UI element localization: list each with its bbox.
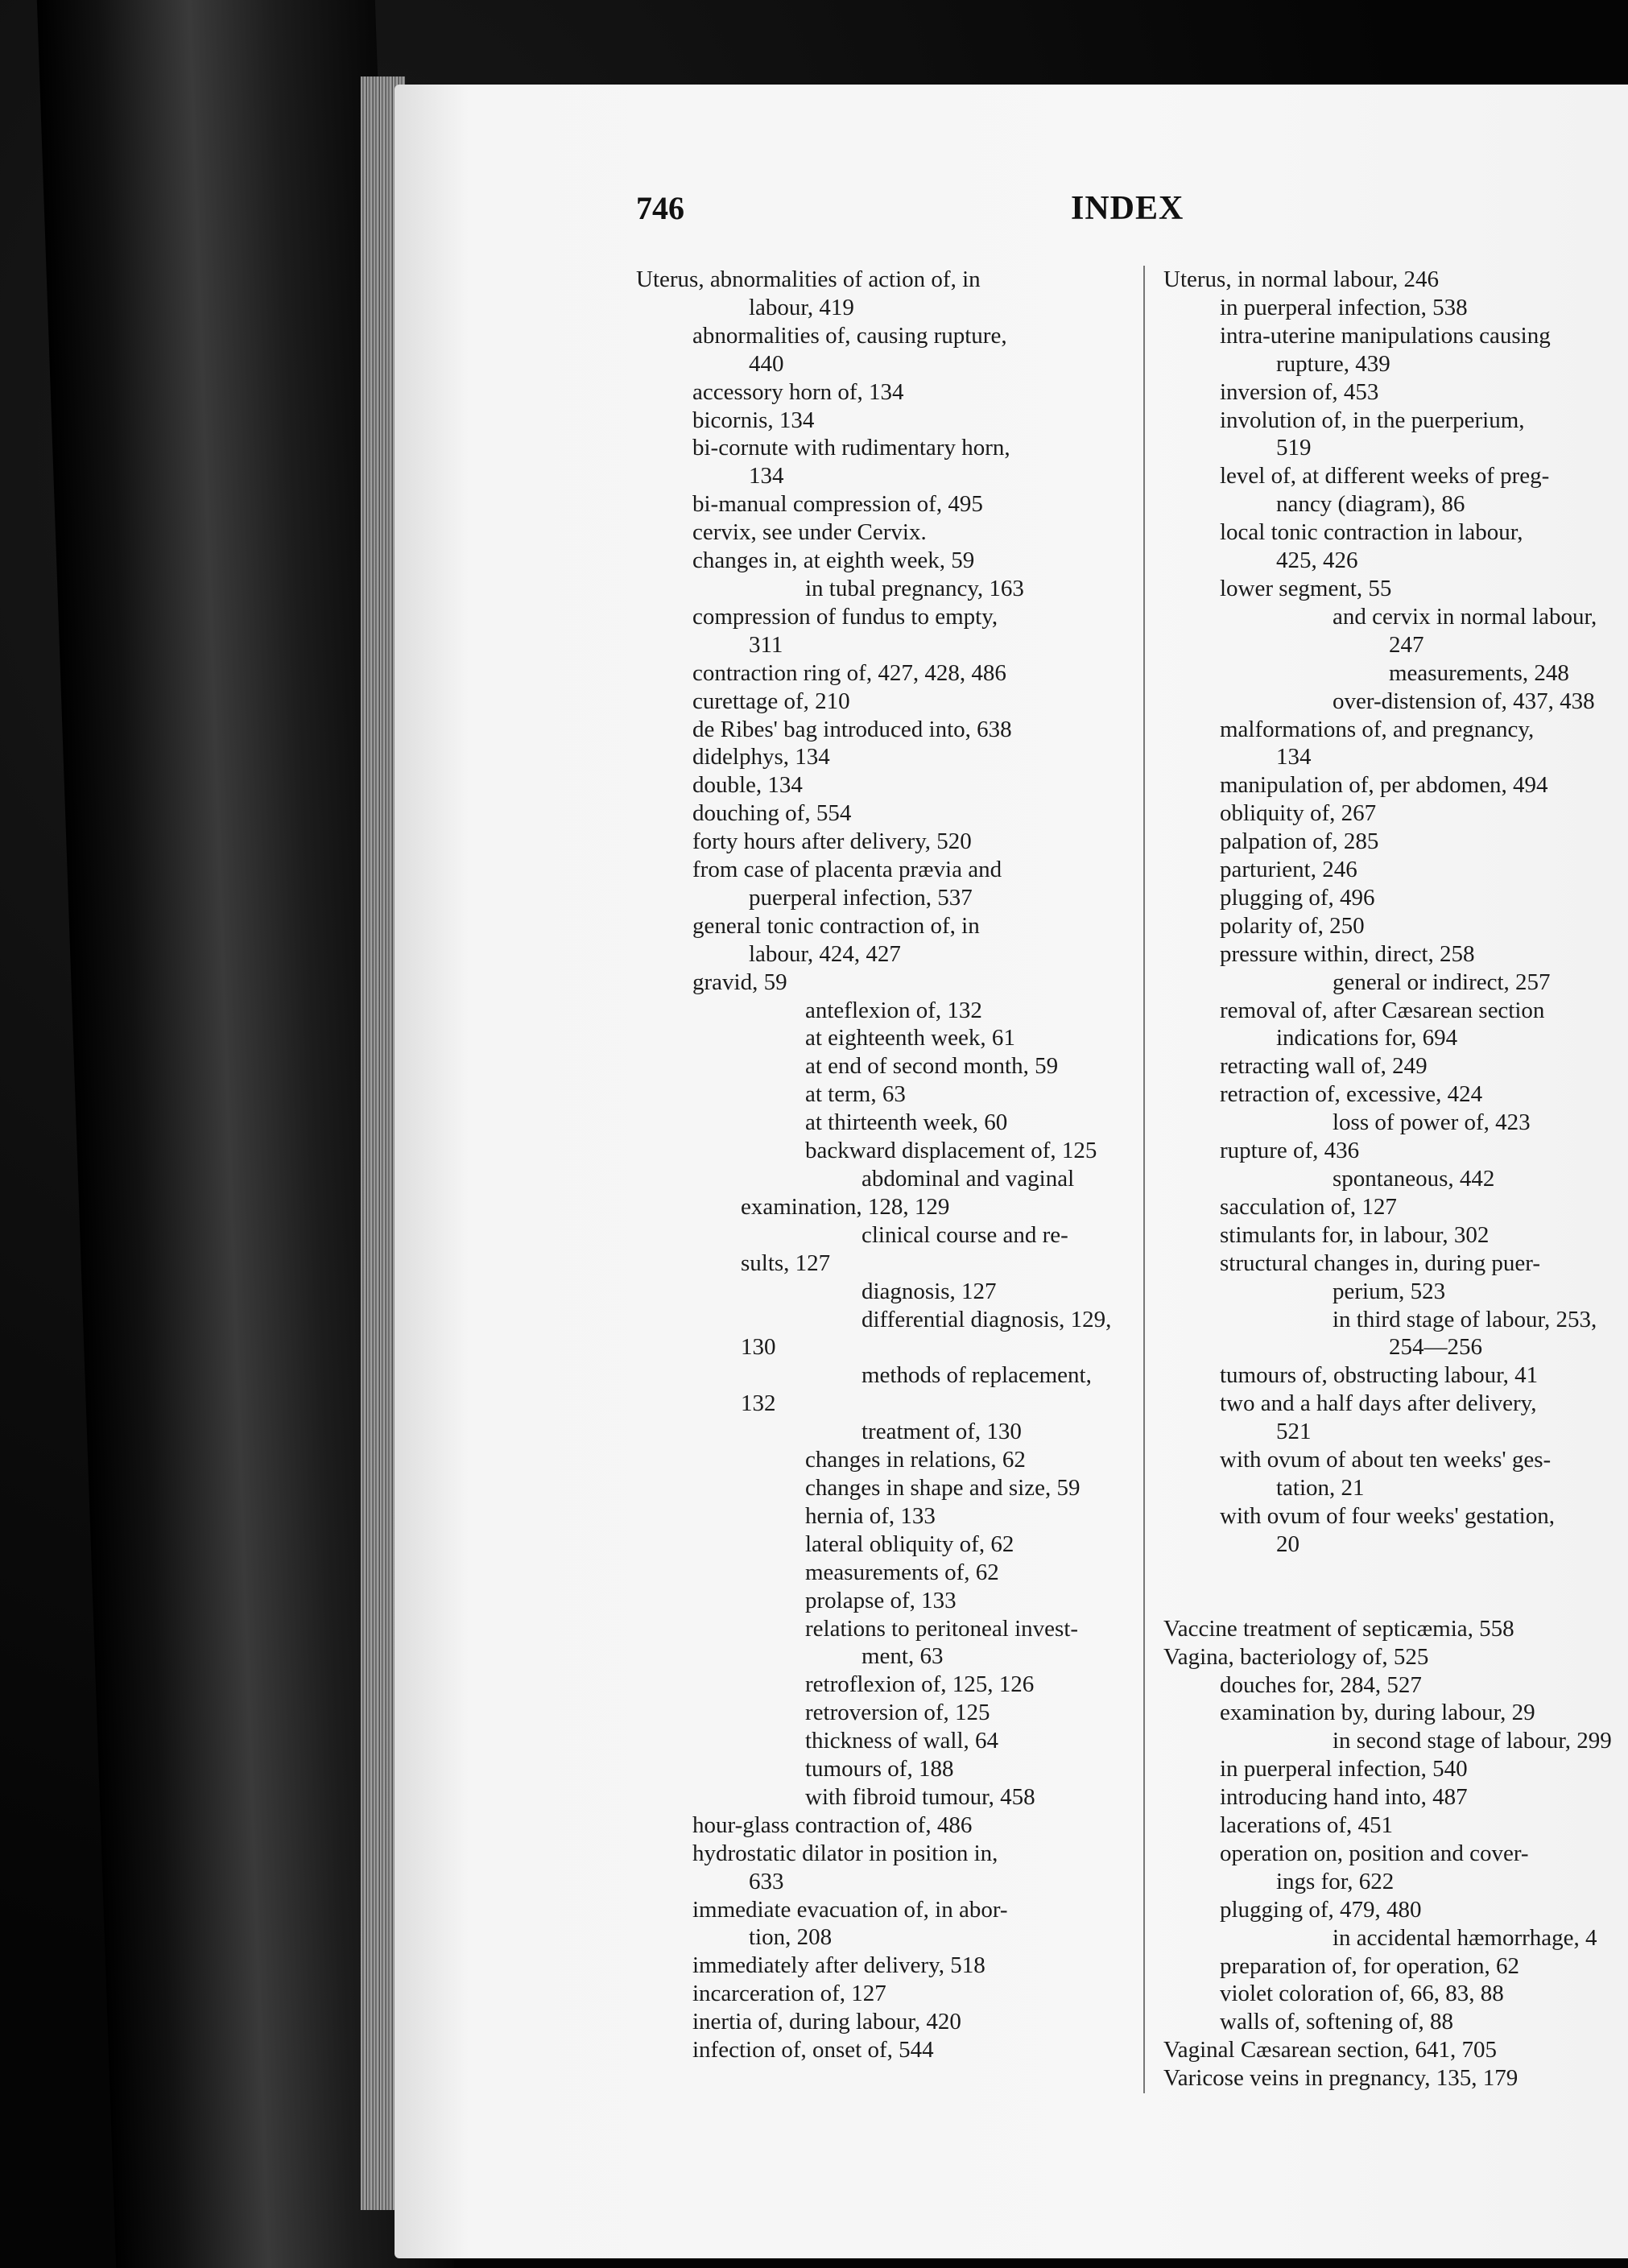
- index-entry: intra-uterine manipulations causing: [1220, 322, 1551, 349]
- index-entry: 521: [1276, 1419, 1312, 1445]
- index-entry: infection of, onset of, 544: [692, 2037, 934, 2064]
- index-entry: 311: [749, 631, 783, 658]
- index-entry: bi-manual compression of, 495: [692, 491, 983, 518]
- index-entry: sacculation of, 127: [1220, 1193, 1397, 1220]
- index-entry: palpation of, 285: [1220, 828, 1379, 855]
- index-entry: and cervix in normal labour,: [1333, 603, 1597, 630]
- index-entry: examination, 128, 129: [741, 1193, 950, 1220]
- index-entry: 130: [741, 1334, 776, 1361]
- index-entry: introducing hand into, 487: [1220, 1784, 1468, 1811]
- index-entry: douches for, 284, 527: [1220, 1671, 1422, 1698]
- index-entry: de Ribes' bag introduced into, 638: [692, 716, 1012, 742]
- index-entry: bicornis, 134: [692, 407, 815, 433]
- index-entry: ings for, 622: [1276, 1868, 1395, 1894]
- index-entry: changes in, at eighth week, 59: [692, 547, 975, 574]
- index-entry: 254—256: [1389, 1334, 1482, 1361]
- index-entry: didelphys, 134: [692, 744, 830, 770]
- index-entry: abdominal and vaginal: [862, 1166, 1075, 1192]
- index-entry: forty hours after delivery, 520: [692, 828, 972, 855]
- index-entry: at term, 63: [805, 1081, 906, 1108]
- index-entry: loss of power of, 423: [1333, 1109, 1531, 1136]
- index-entry: stimulants for, in labour, 302: [1220, 1221, 1490, 1248]
- index-entry: involution of, in the puerperium,: [1220, 407, 1525, 433]
- index-entry: diagnosis, 127: [862, 1278, 997, 1304]
- index-entry: cervix, see under Cervix.: [692, 519, 927, 546]
- index-entry: changes in shape and size, 59: [805, 1474, 1081, 1501]
- index-entry: measurements, 248: [1389, 659, 1569, 686]
- index-entry: bi-cornute with rudimentary horn,: [692, 435, 1010, 461]
- index-entry: tion, 208: [749, 1924, 833, 1951]
- index-entry: accessory horn of, 134: [692, 378, 904, 405]
- index-entry: abnormalities of, causing rupture,: [692, 322, 1007, 349]
- index-entry: pressure within, direct, 258: [1220, 940, 1475, 967]
- index-entry: in third stage of labour, 253,: [1333, 1306, 1597, 1332]
- index-column-left: [636, 266, 1127, 2064]
- index-entry: in accidental hæmorrhage, 4: [1333, 1924, 1597, 1951]
- index-entry: curettage of, 210: [692, 688, 850, 714]
- index-entry: sults, 127: [741, 1250, 831, 1276]
- index-entry: inertia of, during labour, 420: [692, 2009, 961, 2035]
- index-entry: 425, 426: [1276, 547, 1358, 574]
- index-entry: 132: [741, 1390, 776, 1417]
- index-entry: examination by, during labour, 29: [1220, 1700, 1535, 1726]
- index-entry: nancy (diagram), 86: [1276, 491, 1465, 518]
- index-entry: over-distension of, 437, 438: [1333, 688, 1595, 714]
- index-entry: in second stage of labour, 299: [1333, 1728, 1612, 1754]
- index-entry: level of, at different weeks of preg-: [1220, 463, 1550, 490]
- index-entry: thickness of wall, 64: [805, 1728, 999, 1754]
- index-entry: at thirteenth week, 60: [805, 1109, 1008, 1136]
- section-gap: [1163, 1559, 1628, 1615]
- index-entry: retraction of, excessive, 424: [1220, 1081, 1483, 1108]
- index-column-right: [1163, 266, 1628, 2092]
- index-entry: violet coloration of, 66, 83, 88: [1220, 1981, 1504, 2007]
- index-entry: Vaccine treatment of septicæmia, 558: [1163, 1615, 1514, 1642]
- index-entry: local tonic contraction in labour,: [1220, 519, 1523, 546]
- page-title: INDEX: [1071, 190, 1184, 227]
- index-entry: preparation of, for operation, 62: [1220, 1952, 1520, 1979]
- index-entry: inversion of, 453: [1220, 378, 1379, 405]
- index-entry: with fibroid tumour, 458: [805, 1783, 1035, 1810]
- index-entry: Uterus, in normal labour, 246: [1163, 266, 1439, 292]
- column-divider: [1143, 266, 1145, 2093]
- index-entry: 134: [749, 463, 784, 490]
- index-entry: methods of replacement,: [862, 1362, 1092, 1389]
- index-entry: retroflexion of, 125, 126: [805, 1671, 1035, 1698]
- page-number: 746: [636, 190, 684, 226]
- index-entry: Vaginal Cæsarean section, 641, 705: [1163, 2037, 1497, 2064]
- index-entry: lacerations of, 451: [1220, 1812, 1394, 1839]
- index-entry: hernia of, 133: [805, 1502, 936, 1529]
- index-entry: treatment of, 130: [862, 1419, 1022, 1445]
- index-entry: contraction ring of, 427, 428, 486: [692, 659, 1006, 686]
- index-entry: puerperal infection, 537: [749, 884, 973, 911]
- index-entry: general or indirect, 257: [1333, 969, 1551, 995]
- index-entry: perium, 523: [1333, 1278, 1446, 1304]
- index-entry: operation on, position and cover-: [1220, 1840, 1529, 1866]
- index-entry: retroversion of, 125: [805, 1700, 990, 1726]
- index-entry: at end of second month, 59: [805, 1053, 1059, 1080]
- index-entry: labour, 419: [749, 294, 854, 320]
- index-entry: in puerperal infection, 538: [1220, 294, 1468, 320]
- index-entry: with ovum of four weeks' gestation,: [1220, 1502, 1555, 1529]
- index-entry: tumours of, obstructing labour, 41: [1220, 1362, 1539, 1389]
- index-entry: prolapse of, 133: [805, 1587, 957, 1613]
- index-entry: two and a half days after delivery,: [1220, 1390, 1537, 1417]
- index-entry: parturient, 246: [1220, 857, 1357, 883]
- index-entry: changes in relations, 62: [805, 1447, 1026, 1473]
- index-entry: clinical course and re-: [862, 1221, 1068, 1248]
- index-entry: 633: [749, 1868, 784, 1894]
- index-entry: anteflexion of, 132: [805, 997, 982, 1023]
- index-entry: in puerperal infection, 540: [1220, 1756, 1468, 1783]
- index-entry: rupture of, 436: [1220, 1138, 1360, 1164]
- index-entry: polarity of, 250: [1220, 912, 1365, 939]
- index-entry: lower segment, 55: [1220, 575, 1392, 601]
- index-entry: general tonic contraction of, in: [692, 912, 980, 939]
- index-entry: immediately after delivery, 518: [692, 1952, 985, 1979]
- index-entry: tation, 21: [1276, 1474, 1365, 1501]
- index-entry: incarceration of, 127: [692, 1981, 886, 2007]
- index-entry: Vagina, bacteriology of, 525: [1163, 1643, 1429, 1670]
- index-entry: 134: [1276, 744, 1312, 770]
- index-entry: with ovum of about ten weeks' ges-: [1220, 1447, 1552, 1473]
- index-entry: structural changes in, during puer-: [1220, 1250, 1541, 1276]
- index-entry: malformations of, and pregnancy,: [1220, 716, 1535, 742]
- index-entry: measurements of, 62: [805, 1559, 999, 1585]
- index-entry: retracting wall of, 249: [1220, 1053, 1428, 1080]
- index-entry: 519: [1276, 435, 1312, 461]
- index-entry: lateral obliquity of, 62: [805, 1531, 1014, 1557]
- index-entry: from case of placenta prævia and: [692, 857, 1002, 883]
- index-entry: walls of, softening of, 88: [1220, 2009, 1453, 2035]
- index-entry: gravid, 59: [692, 969, 787, 995]
- index-entry: 247: [1389, 631, 1424, 658]
- index-entry: manipulation of, per abdomen, 494: [1220, 772, 1548, 799]
- index-entry: double, 134: [692, 772, 803, 799]
- index-entry: 20: [1276, 1531, 1300, 1557]
- index-entry: obliquity of, 267: [1220, 800, 1377, 827]
- index-entry: plugging of, 496: [1220, 884, 1375, 911]
- index-entry: at eighteenth week, 61: [805, 1025, 1015, 1051]
- index-entry: differential diagnosis, 129,: [862, 1306, 1112, 1332]
- index-entry: douching of, 554: [692, 800, 852, 827]
- index-entry: Uterus, abnormalities of action of, in: [636, 266, 981, 292]
- index-entry: rupture, 439: [1276, 350, 1390, 377]
- index-entry: indications for, 694: [1276, 1025, 1458, 1051]
- index-entry: in tubal pregnancy, 163: [805, 575, 1024, 601]
- index-entry: plugging of, 479, 480: [1220, 1896, 1422, 1923]
- index-entry: labour, 424, 427: [749, 940, 901, 967]
- index-entry: relations to peritoneal invest-: [805, 1615, 1079, 1642]
- index-entry: Varicose veins in pregnancy, 135, 179: [1163, 2065, 1519, 2092]
- index-entry: hour-glass contraction of, 486: [692, 1812, 973, 1838]
- index-entry: compression of fundus to empty,: [692, 603, 998, 630]
- index-entry: backward displacement of, 125: [805, 1138, 1097, 1164]
- index-entry: immediate evacuation of, in abor-: [692, 1896, 1008, 1923]
- index-entry: tumours of, 188: [805, 1756, 954, 1783]
- index-entry: hydrostatic dilator in position in,: [692, 1840, 998, 1866]
- book-page: [395, 85, 1628, 2258]
- index-entry: 440: [749, 350, 784, 377]
- index-entry: removal of, after Cæsarean section: [1220, 997, 1545, 1023]
- index-entry: ment, 63: [862, 1643, 944, 1670]
- index-entry: spontaneous, 442: [1333, 1166, 1495, 1192]
